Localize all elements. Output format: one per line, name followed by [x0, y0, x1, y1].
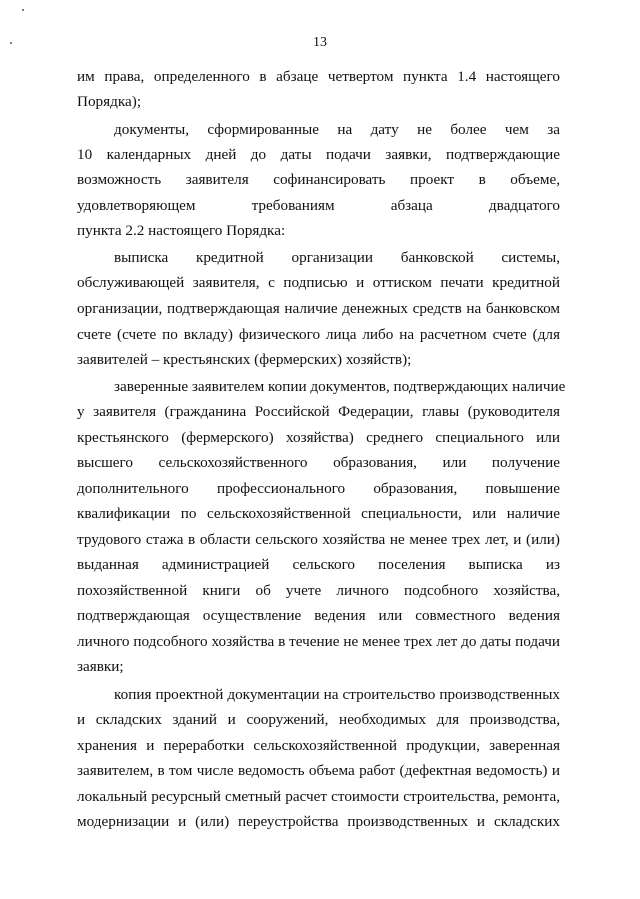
text-line: пункта 2.2 настоящего Порядка:: [77, 222, 286, 239]
text-line: заявителей – крестьянских (фермерских) хозяйств);: [77, 351, 412, 368]
text-line: 10 календарных дней до даты подачи заявки, подтверждающие: [77, 146, 560, 163]
text-line: обслуживающей заявителя, с подписью и оттиском печати кредитной: [77, 274, 560, 291]
text-line: дополнительного профессионального образования, повышение: [77, 480, 560, 497]
text-line: крестьянского (фермерского) хозяйства) среднего специального или: [77, 429, 560, 446]
text-line: личного подсобного хозяйства в течение не менее трех лет до даты подачи: [77, 633, 560, 650]
text-line: выписка кредитной организации банковской системы,: [114, 249, 560, 266]
text-line: удовлетворяющем требованиям абзаца двадцатого: [77, 197, 560, 214]
text-line: и складских зданий и сооружений, необходимых для производства,: [77, 711, 560, 728]
text-line: похозяйственной книги об учете личного подсобного хозяйства,: [77, 582, 560, 599]
text-line: заверенные заявителем копии документов, подтверждающих наличие: [114, 378, 566, 395]
text-line: высшего сельскохозяйственного образования, или получение: [77, 454, 560, 471]
text-line: копия проектной документации на строительство производственных: [114, 686, 560, 703]
text-line: модернизации и (или) переустройства производственных и складских: [77, 813, 560, 830]
scan-speck: [22, 9, 24, 11]
text-line: организации, подтверждающая наличие денежных средств на банковском: [77, 300, 560, 317]
text-line: локальный ресурсный сметный расчет стоимости строительства, ремонта,: [77, 788, 560, 805]
text-line: заявки;: [77, 658, 124, 675]
text-line: трудового стажа в области сельского хозяйства не менее трех лет, и (или): [77, 531, 560, 548]
text-line: возможность заявителя софинансировать проект в объеме,: [77, 171, 560, 188]
text-line: документы, сформированные на дату не более чем за: [114, 121, 560, 138]
text-line: заявителем, в том числе ведомость объема работ (дефектная ведомость) и: [77, 762, 560, 779]
page-number: 13: [313, 35, 327, 50]
text-line: хранения и переработки сельскохозяйственной продукции, заверенная: [77, 737, 560, 754]
text-line: счете (счете по вкладу) физического лица либо на расчетном счете (для: [77, 326, 560, 343]
text-line: квалификации по сельскохозяйственной специальности, или наличие: [77, 505, 560, 522]
text-line: у заявителя (гражданина Российской Федерации, главы (руководителя: [77, 403, 560, 420]
text-line: подтверждающая осуществление ведения или совместного ведения: [77, 607, 560, 624]
text-line: им права, определенного в абзаце четвертом пункта 1.4 настоящего: [77, 68, 560, 85]
text-line: выданная администрацией сельского поселения выписка из: [77, 556, 560, 573]
text-line: Порядка);: [77, 93, 142, 110]
